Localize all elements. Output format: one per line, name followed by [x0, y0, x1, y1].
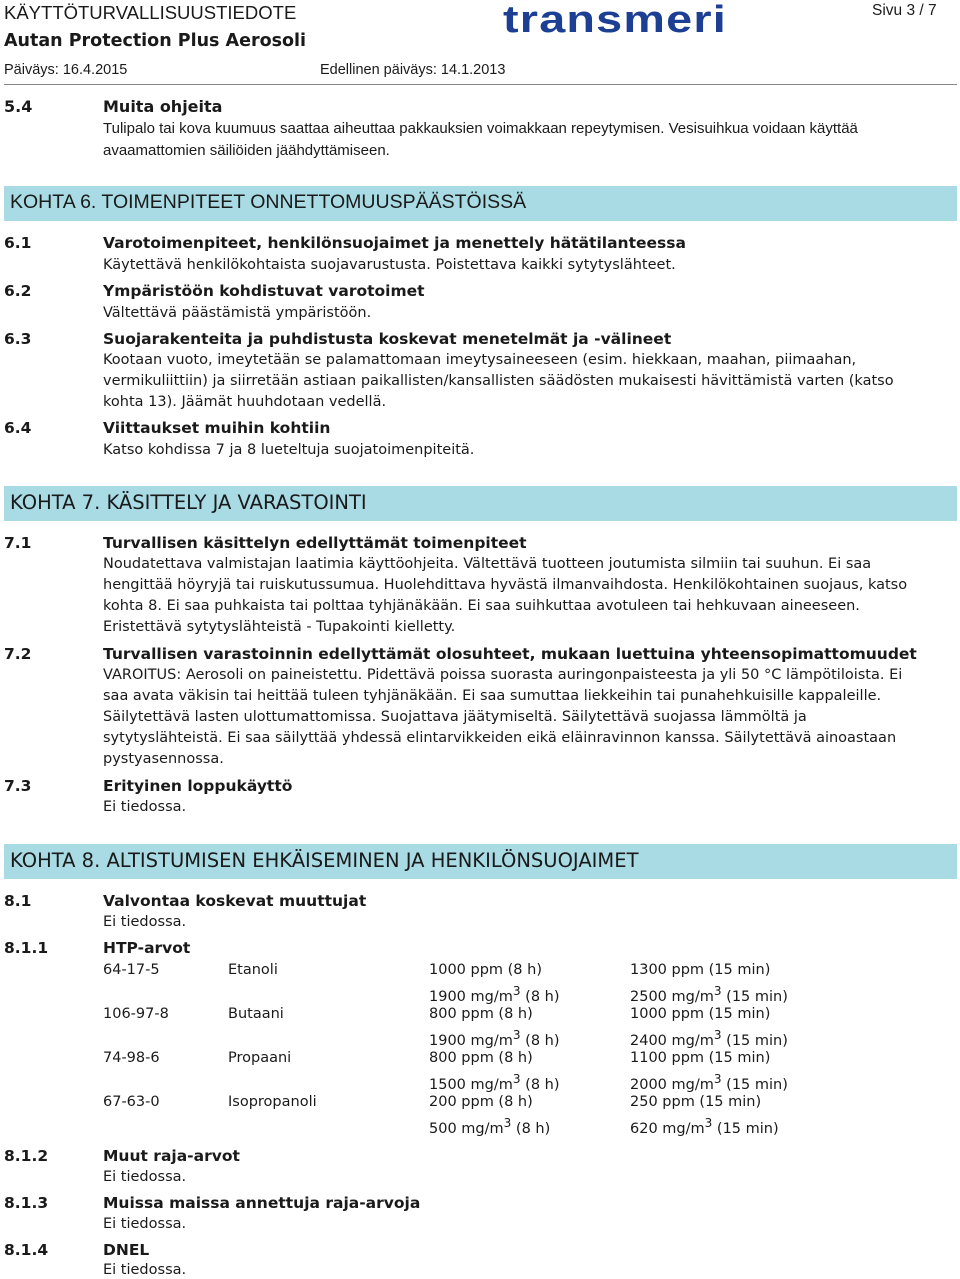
limit-15min-mg: 2500 $mg/m^3$ (15 min): [630, 984, 788, 1005]
limit-8h-ppm: 800 ppm (8 h): [429, 1006, 533, 1022]
substance-name: Butaani: [228, 1006, 284, 1022]
section-8-1-text: Ei tiedossa.: [103, 914, 187, 930]
section-5-4-title: Muita ohjeita: [103, 97, 223, 116]
limit-8h-mg: 1500 $mg/m^3$ (8 h): [429, 1072, 560, 1093]
transmeri-logo: [503, 1, 729, 39]
substance-name: Propaani: [228, 1050, 292, 1066]
section-6-3-number: 6.3: [4, 330, 32, 348]
section-7-2-line-2: saa avata väkisin tai heittää tuleen tyhjänäkään. Ei saa sumuttaa liekkeihin tai punahehkuisille kappaleille.: [103, 688, 882, 704]
section-5-4-number: 5.4: [4, 97, 33, 116]
substance-name: Etanoli: [228, 962, 278, 978]
section-8-1-1-title: HTP-arvot: [103, 939, 191, 957]
section-8-1-2-number: 8.1.2: [4, 1147, 49, 1165]
section-8-1-2-title: Muut raja-arvot: [103, 1147, 240, 1165]
limit-15min-mg: 620 $mg/m^3$ (15 min): [630, 1116, 779, 1137]
section-6-2-number: 6.2: [4, 282, 32, 300]
section-8-1-3-number: 8.1.3: [4, 1194, 49, 1212]
section-6-3-title: Suojarakenteita ja puhdistusta koskevat menetelmät ja -välineet: [103, 330, 672, 348]
limit-15min-ppm: 1300 ppm (15 min): [630, 962, 771, 978]
limit-8h-mg: 500 $mg/m^3$ (8 h): [429, 1116, 551, 1137]
section-7-2-line-4: sytytyslähteistä. Ei saa säilyttää yhdessä elintarvikkeiden eikä eläinravinnon kanssa. Säilytettävä ainoastaan: [103, 730, 897, 746]
section-7-1-line-2: hengittää höyryjä tai ruiskutussumua. Huolehdittava hyvästä ilmanvaihdosta. Henkilökohtainen suojaus, katso: [103, 577, 908, 593]
cas-number: 67-63-0: [103, 1094, 160, 1110]
product-name: Autan Protection Plus Aerosoli: [4, 31, 307, 51]
section-7-2-line-1: VAROITUS: Aerosoli on paineistettu. Pidettävä poissa suorasta auringonpaisteesta ja yli 50 °C lämpötiloista. Ei: [103, 667, 903, 683]
limit-8h-mg: 1900 $mg/m^3$ (8 h): [429, 984, 560, 1005]
limit-15min-mg: 2400 $mg/m^3$ (15 min): [630, 1028, 788, 1049]
section-7-1-line-1: Noudatettava valmistajan laatimia käyttöohjeita. Vältettävä tuotteen joutumista silmiin tai suuhun. Ei saa: [103, 556, 872, 572]
header-divider: [4, 84, 957, 85]
section-5-4-line-2: avaamattomien säiliöiden jäähdyttämiseen.: [103, 142, 390, 159]
section-6-2-title: Ympäristöön kohdistuvat varotoimet: [103, 282, 425, 300]
section-7-3-number: 7.3: [4, 777, 32, 795]
section-8-1-1-number: 8.1.1: [4, 939, 49, 957]
section-6-banner: [4, 186, 957, 221]
limit-15min-mg: 2000 $mg/m^3$ (15 min): [630, 1072, 788, 1093]
section-6-1-text: Käytettävä henkilökohtaista suojavarustusta. Poistettava kaikki sytytyslähteet.: [103, 257, 676, 273]
document-type: KÄYTTÖTURVALLISUUSTIEDOTE: [4, 2, 297, 23]
section-8-1-4-number: 8.1.4: [4, 1241, 49, 1259]
section-6-4-title: Viittaukset muihin kohtiin: [103, 419, 331, 437]
section-6-3-line-2: vermikuliittiin) ja siirretään astiaan paikallisten/kansallisten säädösten mukaisesti hävittämistä varten (katso: [103, 373, 894, 389]
section-6-2-text: Vältettävä päästämistä ympäristöön.: [103, 305, 372, 321]
section-7-2-line-5: pystyasennossa.: [103, 751, 224, 767]
limit-8h-mg: 1900 $mg/m^3$ (8 h): [429, 1028, 560, 1049]
section-7-1-line-4: Eristettävä sytytyslähteistä - Tupakointi kielletty.: [103, 619, 456, 635]
section-6-3-line-3: kohta 13). Jäämät huuhdotaan vedellä.: [103, 394, 387, 410]
limit-8h-ppm: 800 ppm (8 h): [429, 1050, 533, 1066]
section-6-3-line-1: Kootaan vuoto, imeytetään se palamattomaan imeytysaineeseen (esim. hiekkaan, maahan, piimaahan,: [103, 352, 857, 368]
limit-15min-ppm: 250 ppm (15 min): [630, 1094, 762, 1110]
section-8-heading: KOHTA 8. ALTISTUMISEN EHKÄISEMINEN JA HENKILÖNSUOJAIMET: [10, 849, 639, 872]
cas-number: 64-17-5: [103, 962, 160, 978]
section-7-2-line-3: Säilytettävä lasten ulottumattomissa. Suojattava jäätymiseltä. Säilytettävä suojassa lämmöltä ja: [103, 709, 807, 725]
issue-date: Päiväys: 16.4.2015: [4, 62, 128, 78]
section-7-1-number: 7.1: [4, 534, 32, 552]
section-8-banner: [4, 844, 957, 879]
substance-name: Isopropanoli: [228, 1094, 317, 1110]
limit-8h-ppm: 200 ppm (8 h): [429, 1094, 533, 1110]
limit-15min-ppm: 1000 ppm (15 min): [630, 1006, 771, 1022]
section-8-1-3-title: Muissa maissa annettuja raja-arvoja: [103, 1194, 421, 1212]
section-6-4-text: Katso kohdissa 7 ja 8 lueteltuja suojatoimenpiteitä.: [103, 442, 475, 458]
section-7-3-title: Erityinen loppukäyttö: [103, 777, 293, 795]
cas-number: 106-97-8: [103, 1006, 169, 1022]
page-number: Sivu 3 / 7: [872, 2, 937, 19]
section-7-1-line-3: kohta 8. Ei saa puhkaista tai polttaa tyhjänäkään. Ei saa suihkuttaa avotuleen tai hehkuvaan aineeseen.: [103, 598, 860, 614]
section-8-1-number: 8.1: [4, 892, 32, 910]
section-7-2-title: Turvallisen varastoinnin edellyttämät olosuhteet, mukaan luettuina yhteensopimattomuudet: [103, 645, 917, 663]
section-6-4-number: 6.4: [4, 419, 32, 437]
section-6-1-title: Varotoimenpiteet, henkilönsuojaimet ja menettely hätätilanteessa: [103, 234, 686, 252]
limit-15min-ppm: 1100 ppm (15 min): [630, 1050, 771, 1066]
section-7-3-text: Ei tiedossa.: [103, 799, 187, 815]
section-8-1-title: Valvontaa koskevat muuttujat: [103, 892, 367, 910]
previous-date: Edellinen päiväys: 14.1.2013: [320, 62, 506, 78]
section-8-1-4-title: DNEL: [103, 1241, 150, 1259]
section-7-1-title: Turvallisen käsittelyn edellyttämät toimenpiteet: [103, 534, 527, 552]
section-6-heading: KOHTA 6. TOIMENPITEET ONNETTOMUUSPÄÄSTÖISSÄ: [10, 191, 527, 213]
section-5-4-line-1: Tulipalo tai kova kuumuus saattaa aiheuttaa pakkauksien voimakkaan repeytymisen. Vesisuihkua voidaan käyttää: [103, 120, 858, 137]
section-8-1-3-text: Ei tiedossa.: [103, 1216, 187, 1232]
section-8-1-2-text: Ei tiedossa.: [103, 1169, 187, 1185]
section-7-heading: KOHTA 7. KÄSITTELY JA VARASTOINTI: [10, 491, 367, 514]
cas-number: 74-98-6: [103, 1050, 160, 1066]
logo-text: transmeri: [503, 1, 727, 39]
section-7-banner: [4, 486, 957, 521]
section-7-2-number: 7.2: [4, 645, 32, 663]
section-8-1-4-text: Ei tiedossa.: [103, 1262, 187, 1278]
limit-8h-ppm: 1000 ppm (8 h): [429, 962, 542, 978]
section-6-1-number: 6.1: [4, 234, 32, 252]
